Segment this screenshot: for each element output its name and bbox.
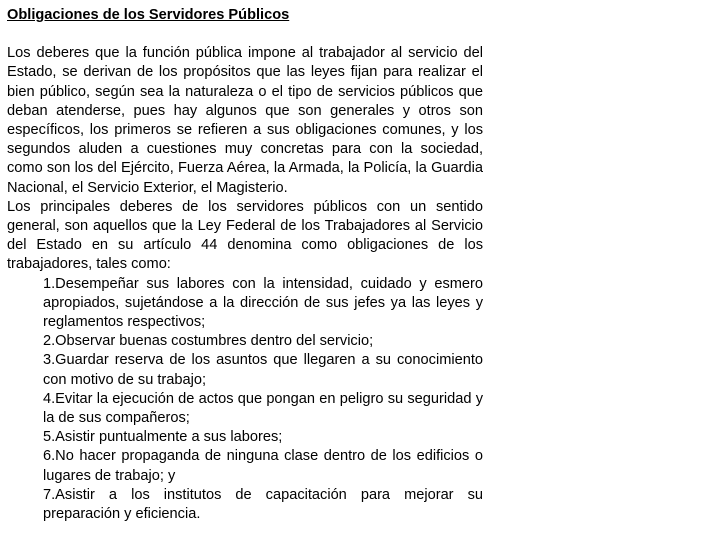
list-item: 7.Asistir a los institutos de capacitación para mejorar su preparación y eficiencia. [43,486,483,523]
paragraph-general-duties: Los principales deberes de los servidores públicos con un sentido general, son aquellos que la Ley Federal de los Trabajadores al Servicio del Estado en su artículo 44 denomina como obligaciones de los trabajadores, tales como: [7,198,483,273]
obligations-list [7,275,483,525]
list-item: 6.No hacer propaganda de ninguna clase dentro de los edificios o lugares de trabajo; y [43,448,483,484]
list-item: 3.Guardar reserva de los asuntos que llegaren a su conocimiento con motivo de su trabajo; [43,352,483,388]
list-item: 1.Desempeñar sus labores con la intensidad, cuidado y esmero apropiados, sujetándose a la dirección de sus jefes ya las leyes y reglamentos respectivos; [43,275,483,331]
document-title: Obligaciones de los Servidores Públicos [7,7,290,23]
list-item: 2.Observar buenas costumbres dentro del servicio; [43,333,374,350]
document [7,6,483,524]
list-item: 4.Evitar la ejecución de actos que pongan en peligro su seguridad y la de sus compañeros; [43,390,483,427]
paragraph-intro: Los deberes que la función pública impone al trabajador al servicio del Estado, se derivan de los propósitos que las leyes fijan para realizar el bien público, según sea la naturaleza o el tipo de servicios públicos que deban atenderse, pues hay algunos que son generales y otros son específicos, los primeros se refieren a sus obligaciones comunes, y los segundos aluden a cuestiones muy concretas para con la sociedad, como son los del Ejército, Fuerza Aérea, la Armada, la Policía, la Guardia Nacional, el Servicio Exterior, el Magisterio. [7,45,483,196]
list-item: 5.Asistir puntualmente a sus labores; [43,429,283,446]
